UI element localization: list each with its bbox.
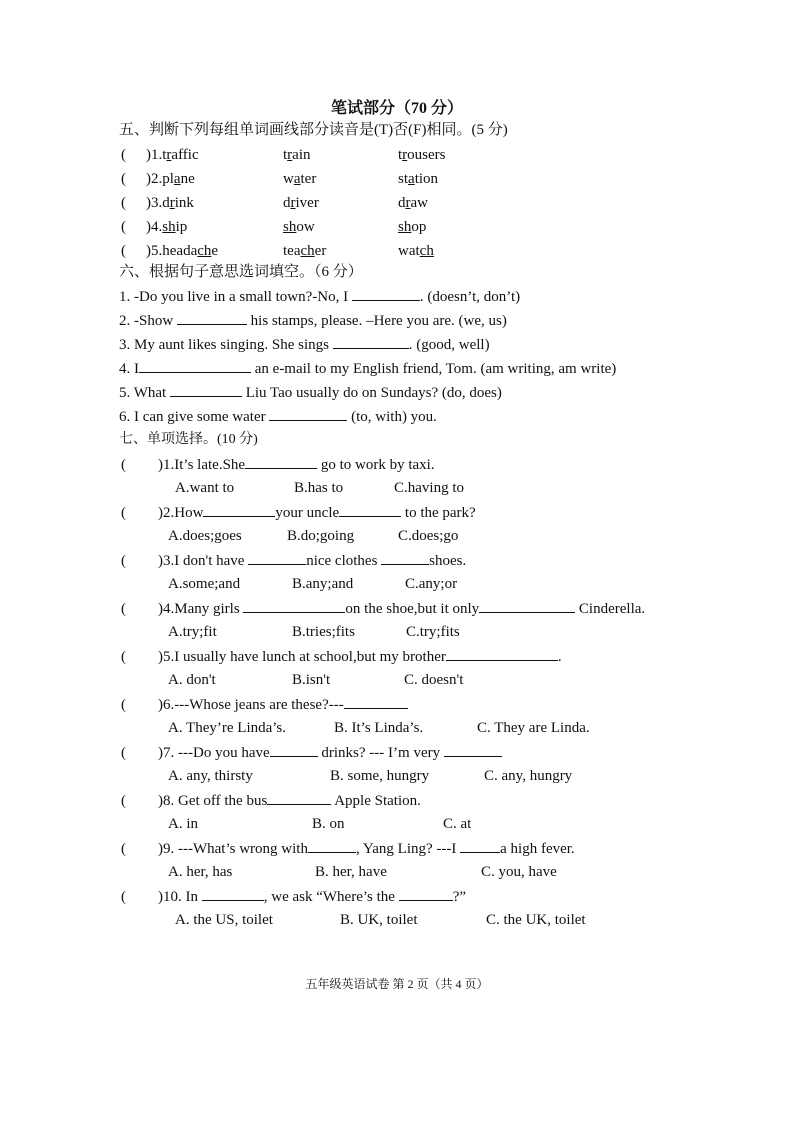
- answer-blank[interactable]: [270, 742, 318, 757]
- answer-blank[interactable]: [444, 742, 502, 757]
- phonics-word-4-2: show: [283, 219, 315, 235]
- q5-option-b: B.isn't: [292, 672, 331, 688]
- answer-blank[interactable]: [177, 310, 247, 325]
- q10-option-c: C. the UK, toilet: [486, 912, 586, 928]
- q6-option-c: C. They are Linda.: [477, 720, 590, 736]
- fill-item-1: 1. -Do you live in a small town?-No, I . (doesn’t, don’t): [119, 286, 520, 307]
- question-5: ( )5.I usually have lunch at school,but my brother .: [121, 646, 562, 667]
- answer-blank[interactable]: [479, 598, 575, 613]
- answer-blank[interactable]: [248, 550, 306, 565]
- answer-blank[interactable]: [203, 502, 275, 517]
- answer-blank[interactable]: [352, 286, 420, 301]
- q8-option-c: C. at: [443, 816, 472, 832]
- q1-option-a: A.want to: [175, 480, 235, 496]
- section6-heading: 六、根据句子意思选词填空。（6 分）: [119, 264, 363, 280]
- q8-option-a: A. in: [168, 816, 198, 832]
- phonics-word-3-2: driver: [283, 195, 319, 211]
- phonics-word-2-2: water: [283, 171, 317, 187]
- phonics-word-5-3: watch: [398, 243, 434, 259]
- answer-blank[interactable]: [339, 502, 401, 517]
- question-4: ( )4.Many girls on the shoe,but it only Cinderella.: [121, 598, 645, 619]
- answer-blank[interactable]: [202, 886, 264, 901]
- q7-option-b: B. some, hungry: [330, 768, 430, 784]
- question-7: ( )7. ---Do you have drinks? --- I’m very: [121, 742, 502, 763]
- q3-option-a: A.some;and: [168, 576, 241, 592]
- answer-blank[interactable]: [269, 406, 347, 421]
- q7-option-a: A. any, thirsty: [168, 768, 253, 784]
- q6-option-a: A. They’re Linda’s.: [168, 720, 287, 736]
- phonics-item-4: ( )4.ship: [121, 219, 188, 235]
- answer-blank[interactable]: [170, 382, 242, 397]
- answer-blank[interactable]: [344, 694, 408, 709]
- answer-blank[interactable]: [460, 838, 500, 853]
- q1-option-b: B.has to: [294, 480, 344, 496]
- phonics-word-3-3: draw: [398, 195, 428, 211]
- phonics-word-5-2: teacher: [283, 243, 327, 259]
- answer-blank[interactable]: [381, 550, 429, 565]
- answer-blank[interactable]: [446, 646, 558, 661]
- phonics-word-1-3: trousers: [398, 147, 446, 163]
- phonics-word-1-2: train: [283, 147, 311, 163]
- answer-blank[interactable]: [243, 598, 345, 613]
- section-title: 笔试部分（70 分）: [330, 100, 463, 117]
- answer-blank[interactable]: [399, 886, 453, 901]
- q2-option-b: B.do;going: [287, 528, 355, 544]
- answer-blank[interactable]: [308, 838, 356, 853]
- phonics-item-5: ( )5.headache: [121, 243, 219, 259]
- fill-item-2: 2. -Show his stamps, please. –Here you are. (we, us): [119, 310, 507, 331]
- q9-option-b: B. her, have: [315, 864, 387, 880]
- q3-option-b: B.any;and: [292, 576, 354, 592]
- answer-blank[interactable]: [333, 334, 409, 349]
- question-9: ( )9. ---What’s wrong with , Yang Ling? ---I a high fever.: [121, 838, 575, 859]
- phonics-item-3: ( )3.drink: [121, 195, 194, 211]
- answer-blank[interactable]: [267, 790, 331, 805]
- q10-option-b: B. UK, toilet: [340, 912, 418, 928]
- q9-option-a: A. her, has: [168, 864, 233, 880]
- answer-blank[interactable]: [139, 358, 251, 373]
- question-8: ( )8. Get off the bus Apple Station.: [121, 790, 421, 811]
- q4-option-b: B.tries;fits: [292, 624, 355, 640]
- question-2: ( )2.How your uncle to the park?: [121, 502, 476, 523]
- question-1: ( )1.It’s late.She go to work by taxi.: [121, 454, 435, 475]
- question-3: ( )3.I don't have nice clothes shoes.: [121, 550, 466, 571]
- q2-option-a: A.does;goes: [168, 528, 242, 544]
- q4-option-a: A.try;fit: [168, 624, 217, 640]
- section5-heading: 五、判断下列每组单词画线部分读音是(T)否(F)相同。(5 分): [119, 122, 508, 138]
- q5-option-c: C. doesn't: [404, 672, 464, 688]
- q4-option-c: C.try;fits: [406, 624, 460, 640]
- phonics-word-2-3: station: [398, 171, 439, 187]
- fill-item-6: 6. I can give some water (to, with) you.: [119, 406, 437, 427]
- answer-blank[interactable]: [245, 454, 317, 469]
- q9-option-c: C. you, have: [481, 864, 557, 880]
- question-10: ( )10. In , we ask “Where’s the ?”: [121, 886, 466, 907]
- fill-item-5: 5. What Liu Tao usually do on Sundays? (do, does): [119, 382, 502, 403]
- q7-option-c: C. any, hungry: [484, 768, 573, 784]
- q6-option-b: B. It’s Linda’s.: [334, 720, 424, 736]
- page-footer: 五年级英语试卷 第 2 页（共 4 页）: [305, 977, 489, 991]
- q2-option-c: C.does;go: [398, 528, 459, 544]
- fill-item-4: 4. I an e-mail to my English friend, Tom. (am writing, am write): [119, 358, 616, 379]
- phonics-word-4-3: shop: [398, 219, 427, 235]
- q1-option-c: C.having to: [394, 480, 464, 496]
- q10-option-a: A. the US, toilet: [175, 912, 273, 928]
- fill-item-3: 3. My aunt likes singing. She sings . (good, well): [119, 334, 490, 355]
- question-6: ( )6.---Whose jeans are these?---: [121, 694, 408, 715]
- q8-option-b: B. on: [312, 816, 345, 832]
- q3-option-c: C.any;or: [405, 576, 458, 592]
- q5-option-a: A. don't: [168, 672, 216, 688]
- section7-heading: 七、单项选择。(10 分): [119, 432, 258, 447]
- phonics-item-1: ( )1.traffic: [121, 147, 199, 163]
- phonics-item-2: ( )2.plane: [121, 171, 195, 187]
